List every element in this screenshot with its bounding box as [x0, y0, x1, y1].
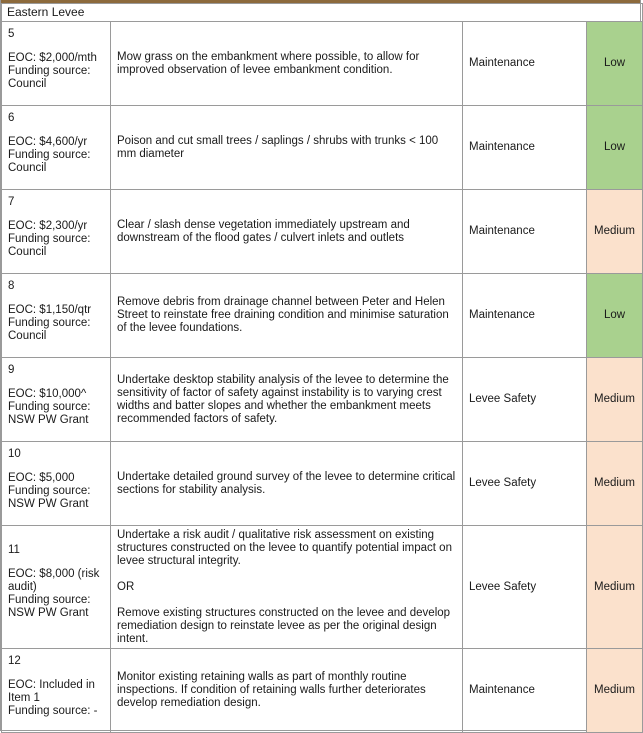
action-text: Undertake desktop stability analysis of the levee to determine the sensitivity of factor of safety against instability is to varying crest widths and batter slopes and whether the embankment meets recommended factors of safety.: [117, 373, 449, 425]
item-cell: [2, 190, 111, 274]
item-cost: EOC: $2,000/mth: [8, 52, 97, 64]
table-row: [2, 526, 643, 649]
action-text: Clear / slash dense vegetation immediately upstream and downstream of the flood gates / culvert inlets and outlets: [117, 218, 410, 244]
item-cost: EOC: $4,600/yr: [8, 136, 88, 148]
priority-cell: Medium: [587, 190, 643, 274]
priority-cell: Low: [587, 106, 643, 190]
levee-action-table: [1, 3, 643, 733]
category-cell: Levee Safety: [463, 358, 587, 442]
item-number: 11: [8, 544, 20, 556]
table-row: [2, 106, 643, 190]
action-text: Monitor existing retaining walls as part of monthly routine inspections. If condition of retaining walls further deteriorates develop remediation design.: [117, 671, 426, 709]
item-funding: Funding source: Council: [8, 317, 91, 342]
action-cell: [111, 22, 463, 106]
table-row: [2, 649, 643, 733]
table-row: [2, 358, 643, 442]
action-or-text: OR: [117, 580, 135, 593]
item-cell: [2, 526, 111, 649]
item-funding: Funding source: NSW PW Grant: [8, 401, 91, 426]
section-title: Eastern Levee: [2, 4, 643, 22]
action-alt-text: Remove existing structures constructed on the levee and develop remediation design to reinstate levee as per the original design intent.: [117, 606, 451, 645]
item-number: 10: [8, 448, 21, 460]
item-funding: Funding source: Council: [8, 65, 91, 90]
category-cell: Maintenance: [463, 106, 587, 190]
table-row: [2, 274, 643, 358]
action-text: Mow grass on the embankment where possible, to allow for improved observation of levee embankment condition.: [117, 50, 420, 76]
category-cell: Maintenance: [463, 274, 587, 358]
priority-cell: Medium: [587, 358, 643, 442]
table-row: [2, 22, 643, 106]
category-cell: Levee Safety: [463, 442, 587, 526]
item-number: 8: [8, 280, 15, 292]
category-cell: Maintenance: [463, 190, 587, 274]
item-cost: EOC: $2,300/yr: [8, 220, 88, 232]
item-number: 6: [8, 112, 15, 124]
action-text: Poison and cut small trees / saplings / shrubs with trunks < 100 mm diameter: [117, 134, 439, 160]
category-cell: Maintenance: [463, 649, 587, 733]
action-text: Undertake detailed ground survey of the levee to determine critical sections for stability analysis.: [117, 470, 456, 496]
item-number: 9: [8, 364, 15, 376]
action-cell: [111, 274, 463, 358]
priority-cell: Medium: [587, 442, 643, 526]
item-cost: EOC: $5,000: [8, 472, 75, 484]
item-cost: EOC: $8,000 (risk audit): [8, 568, 100, 593]
priority-cell: Low: [587, 22, 643, 106]
action-cell: [111, 190, 463, 274]
item-cell: [2, 106, 111, 190]
action-cell: [111, 358, 463, 442]
action-text: Undertake a risk audit / qualitative risk assessment on existing structures constructed on the levee to quantify potential impact on levee structural integrity.: [117, 528, 452, 567]
table-row: [2, 442, 643, 526]
action-cell: [111, 106, 463, 190]
item-number: 12: [8, 655, 21, 667]
item-cell: [2, 274, 111, 358]
item-funding: Funding source: NSW PW Grant: [8, 594, 91, 619]
item-cost: EOC: $10,000^: [8, 388, 87, 400]
item-funding: Funding source: Council: [8, 149, 91, 174]
item-cost: EOC: $1,150/qtr: [8, 304, 92, 316]
priority-cell: Medium: [587, 649, 643, 733]
item-funding: Funding source: NSW PW Grant: [8, 485, 91, 510]
item-cell: [2, 22, 111, 106]
action-text: Remove debris from drainage channel between Peter and Helen Street to reinstate free draining condition and minimise saturation of the levee foundations.: [117, 296, 449, 334]
action-cell: [111, 442, 463, 526]
action-cell: [111, 526, 463, 649]
priority-cell: Low: [587, 274, 643, 358]
item-cell: [2, 358, 111, 442]
item-number: 5: [8, 28, 15, 40]
item-number: 7: [8, 196, 15, 208]
category-cell: Levee Safety: [463, 526, 587, 649]
table-row: [2, 190, 643, 274]
item-cost: EOC: Included in Item 1: [8, 679, 95, 704]
priority-cell: Medium: [587, 526, 643, 649]
section-header-row: [2, 4, 643, 22]
item-funding: Funding source: Council: [8, 233, 91, 258]
item-funding: Funding source: -: [8, 705, 98, 717]
action-cell: [111, 649, 463, 733]
category-cell: Maintenance: [463, 22, 587, 106]
item-cell: [2, 649, 111, 733]
item-cell: [2, 442, 111, 526]
